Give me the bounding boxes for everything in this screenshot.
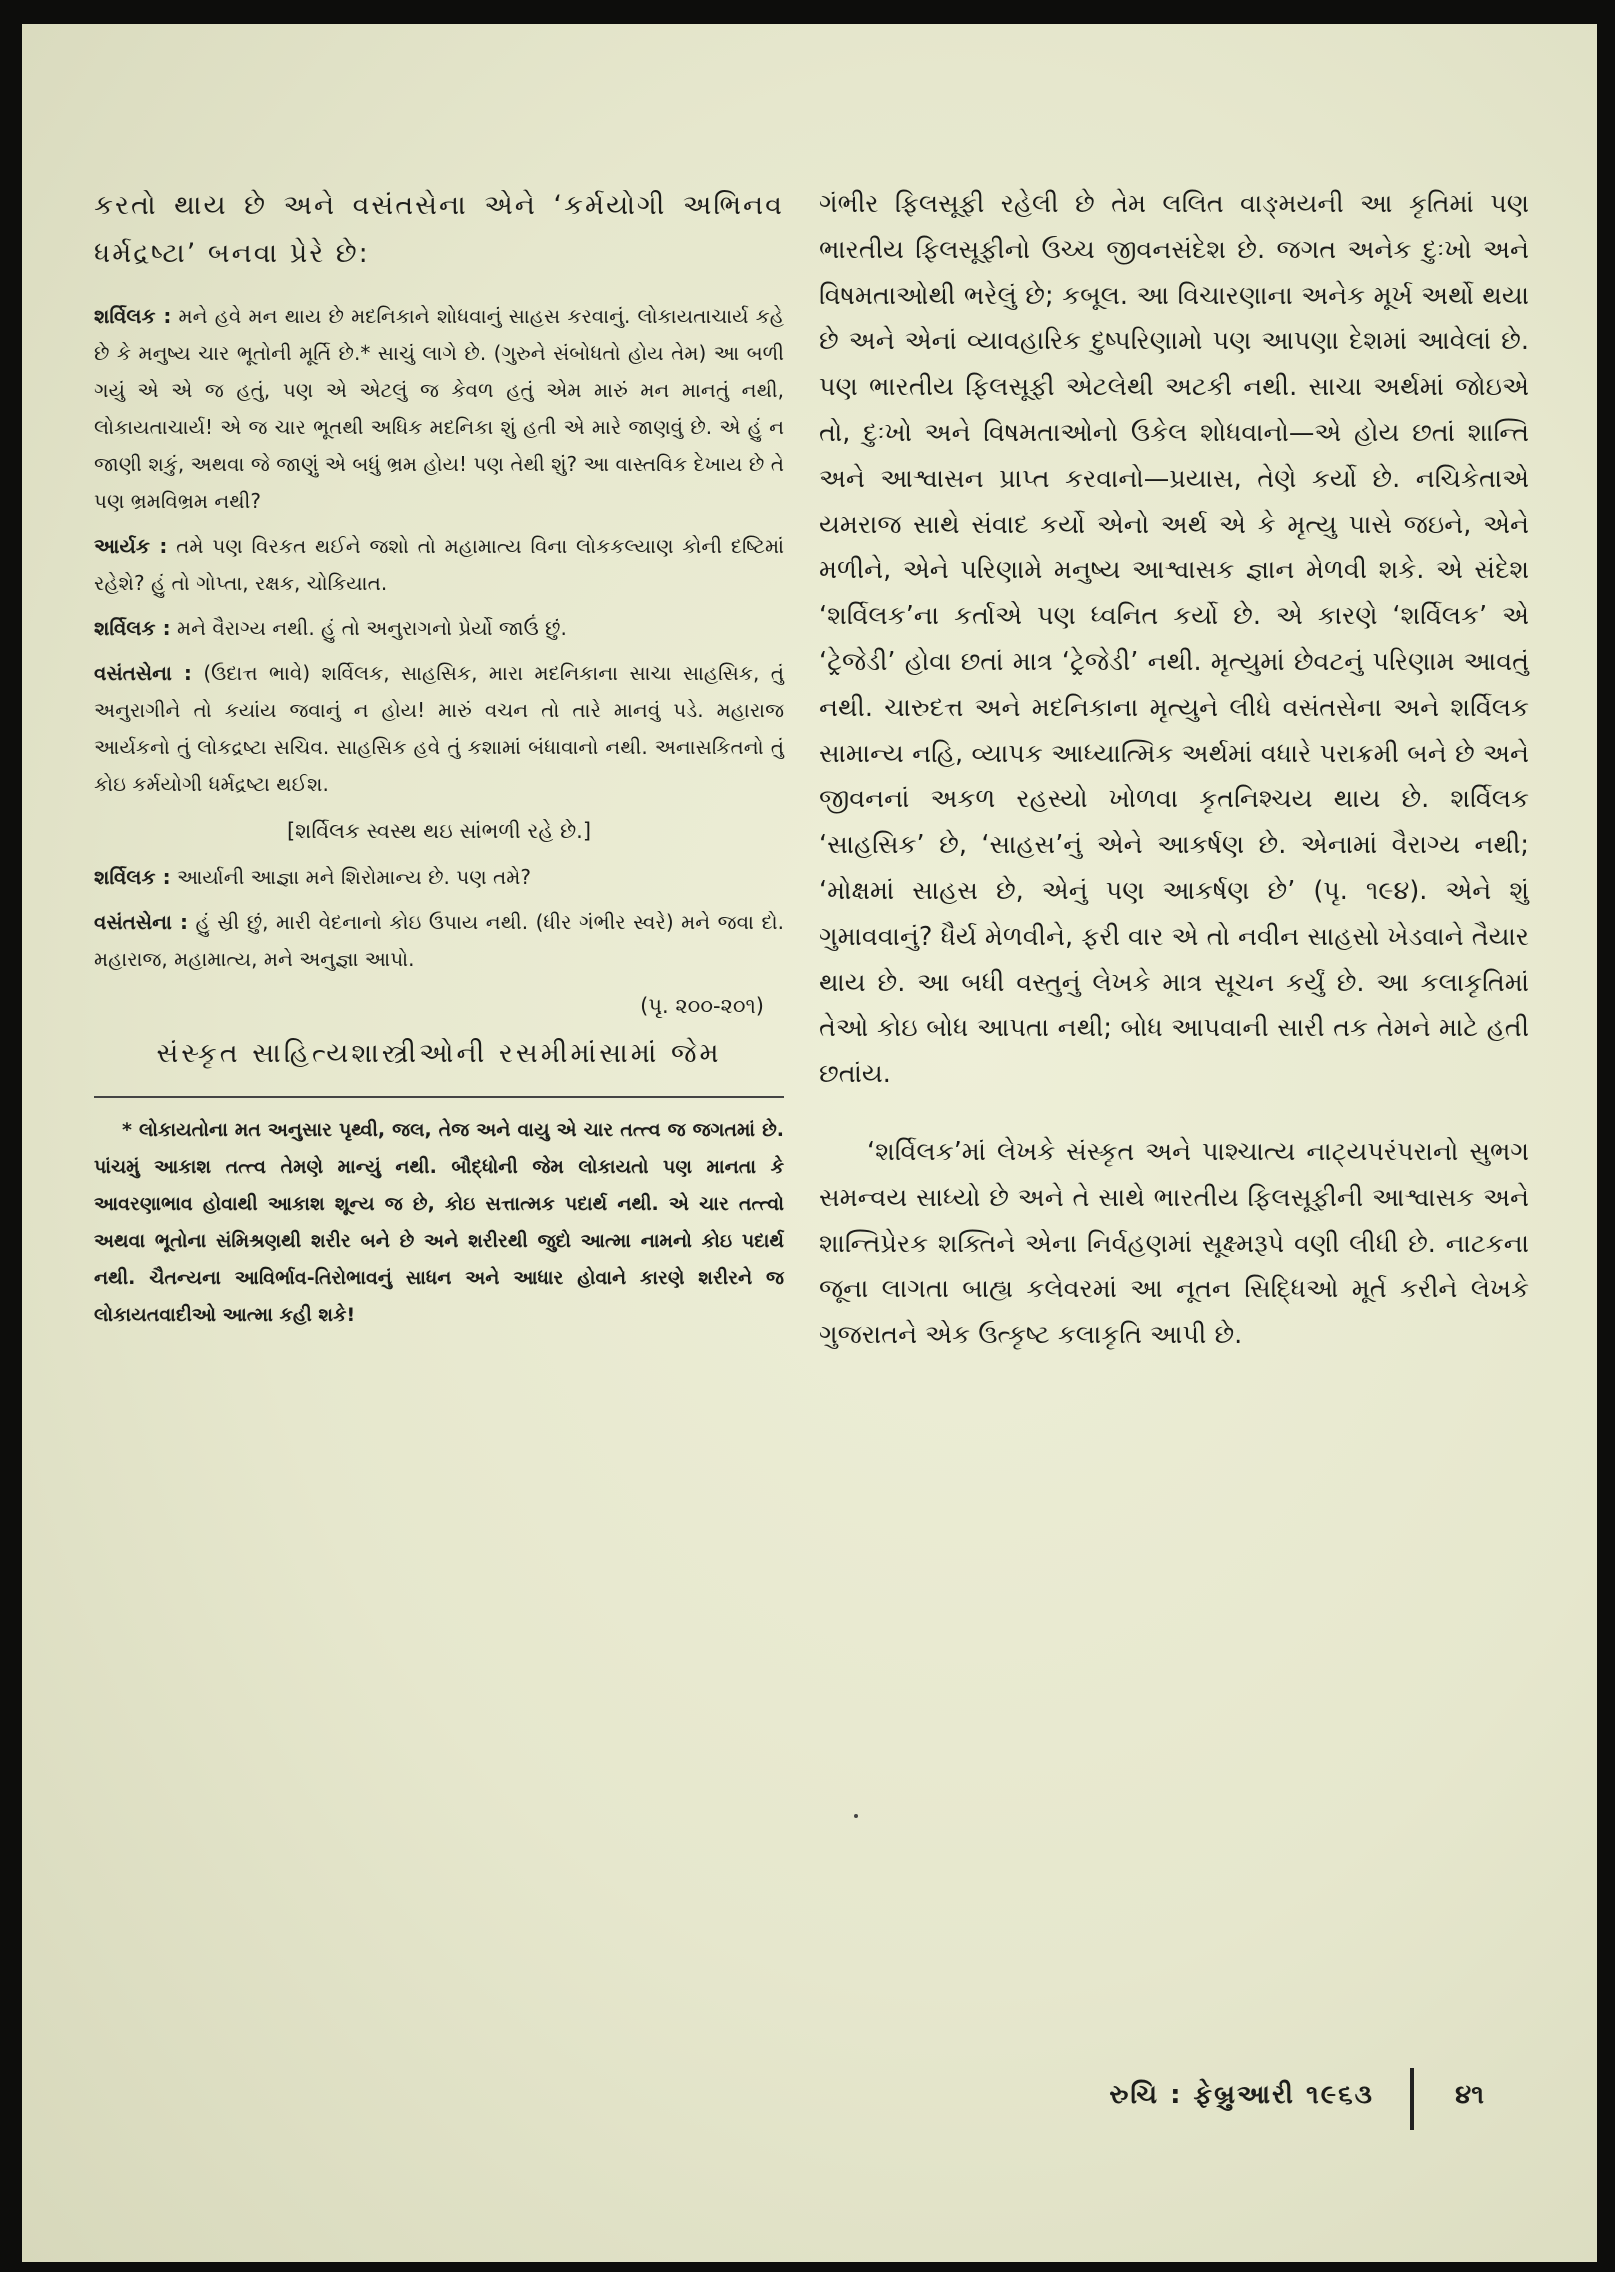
dialogue-line [94, 904, 784, 978]
page [22, 24, 1597, 2262]
journal-label: રુચિ : ફેબ્રુઆરી ૧૯૬૩ [1109, 2080, 1374, 2110]
dialogue-text: મને વૈરાગ્ય નથી. હું તો અનુરાગનો પ્રેર્યો જાઉં છું. [176, 616, 567, 640]
dialogue-line [94, 298, 784, 520]
speaker: આર્યક : [94, 534, 168, 558]
stage-direction: [શર્વિલક સ્વસ્થ થઇ સાંભળી રહે છે.] [286, 819, 592, 843]
dialogue-line [94, 610, 784, 647]
body-paragraph: ‘શર્વિલક’માં લેખકે સંસ્કૃત અને પાશ્ચાત્ય નાટ્યપરંપરાનો સુભગ સમન્વય સાધ્યો છે અને તે સાથે ભારતીય ફિલસૂફીની આશ્વાસક અને શાન્તિપ્રેરક શક્તિને એના નિર્વહણમાં સૂક્ષ્મરૂપે વણી લીધી છે. નાટકના જૂના લાગતા બાહ્ય કલેવરમાં આ નૂતન સિદ્ધિઓ મૂર્ત કરીને લેખકે ગુજરાતને એક ઉત્કૃષ્ટ કલાકૃતિ આપી છે. [819, 1136, 1529, 1351]
page-footer [1054, 2076, 1514, 2126]
dialogue-text: હું સ્રી છું, મારી વેદનાનો કોઇ ઉપાય નથી. (ધીર ગંભીર સ્વરે) મને જવા દો. મહારાજ, મહામાત્ય, મને અનુજ્ઞા આપો. [94, 910, 784, 971]
dialogue-line [94, 859, 784, 896]
body-paragraph: ગંભીર ફિલસૂફી રહેલી છે તેમ લલિત વાઙ્મયની આ કૃતિમાં પણ ભારતીય ફિલસૂફીનો ઉચ્ચ જીવનસંદેશ છે. જગત અનેક દુઃખો અને વિષમતાઓથી ભરેલું છે; કબૂલ. આ વિચારણાના અનેક મૂર્ખ અર્થો થયા છે અને એનાં વ્યાવહારિક દુષ્પરિણામો પણ આપણા દેશમાં આવેલાં છે. પણ ભારતીય ફિલસૂફી એટલેથી અટકી નથી. સાચા અર્થમાં જોઇએ તો, દુઃખો અને વિષમતાઓનો ઉકેલ શોધવાનો—એ હોય છતાં શાન્તિ અને આશ્વાસન પ્રાપ્ત કરવાનો—પ્રયાસ, તેણે કર્યો છે. નચિકેતાએ યમરાજ સાથે સંવાદ કર્યો એનો અર્થ એ કે મૃત્યુ પાસે જઇને, એને મળીને, એને પરિણામે મનુષ્ય આશ્વાસક જ્ઞાન મેળવી શકે. એ સંદેશ ‘શર્વિલક’ના કર્તાએ પણ ધ્વનિત કર્યો છે. એ કારણે ‘શર્વિલક’ એ ‘ટ્રેજેડી’ હોવા છતાં માત્ર ‘ટ્રેજેડી’ નથી. મૃત્યુમાં છેવટનું પરિણામ આવતું નથી. ચારુદત્ત અને મદનિકાના મૃત્યુને લીધે વસંતસેના અને શર્વિલક સામાન્ય નહિ, વ્યાપક આધ્યાત્મિક અર્થમાં વધારે પરાક્રમી બને છે અને જીવનનાં અકળ રહસ્યો ખોળવા કૃતનિશ્ચય થાય છે. શર્વિલક ‘સાહસિક’ છે, ‘સાહસ’નું એને આકર્ષણ છે. એનામાં વૈરાગ્ય નથી; ‘મોક્ષમાં સાહસ છે, એનું પણ આકર્ષણ છે’ (પૃ. ૧૯૪). એને શું ગુમાવવાનું? ધૈર્ય મેળવીને, ફરી વાર એ તો નવીન સાહસો ખેડવાને તૈયાર થાય છે. આ બધી વસ્તુનું લેખકે માત્ર સૂચન કર્યું છે. આ કલાકૃતિમાં તેઓ કોઇ બોધ આપતા નથી; બોધ આપવાની સારી તક તેમને માટે હતી છતાંય. [819, 189, 1529, 1090]
footer-divider [1410, 2068, 1414, 2130]
footnote-divider [94, 1096, 784, 1098]
footnote: * લોકાયતોના મત અનુસાર પૃથ્વી, જલ, તેજ અને વાયુ એ ચાર તત્ત્વ જ જગતમાં છે. પાંચમું આકાશ તત્ત્વ તેમણે માન્યું નથી. બૌદ્ધોની જેમ લોકાયતો પણ માનતા કે આવરણાભાવ હોવાથી આકાશ શૂન્ય જ છે, કોઇ સત્તાત્મક પદાર્થ નથી. એ ચાર તત્ત્વો અથવા ભૂતોના સંમિશ્રણથી શરીર બને છે અને શરીરથી જુદો આત્મા નામનો કોઇ પદાર્થ નથી. ચૈતન્યના આવિર્ભાવ-તિરોભાવનું સાધન અને આધાર હોવાને કારણે શરીરને જ લોકાયતવાદીઓ આત્મા કહી શકે! [94, 1119, 784, 1326]
speaker: વસંતસેના : [94, 910, 189, 934]
speaker: શર્વિલક : [94, 304, 172, 328]
dialogue-text: (ઉદાત્ત ભાવે) શર્વિલક, સાહસિક, મારા મદનિકાના સાચા સાહસિક, તું અનુરાગીને તો કયાંય જવાનું ન હોય! મારું વચન તો તારે માનવું પડે. મહારાજ આર્યકનો તું લોકદ્રષ્ટા સચિવ. સાહસિક હવે તું કશામાં બંધાવાનો નથી. અનાસકિતનો તું કોઇ કર્મયોગી ધર્મદ્રષ્ટા થઈશ. [94, 661, 784, 796]
closing-line: સંસ્કૃત સાહિત્યશાસ્ત્રીઓની રસમીમાંસામાં જેમ [156, 1038, 722, 1069]
page-number: ૪૧ [1455, 2080, 1484, 2110]
speaker: શર્વિલક : [94, 865, 171, 889]
intro-text: કરતો થાય છે અને વસંતસેના એને ‘કર્મયોગી અભિનવ ધર્મદ્રષ્ટા’ બનવા પ્રેરે છે: [94, 190, 784, 269]
speaker: શર્વિલક : [94, 616, 171, 640]
dialogue-text: આર્યાની આજ્ઞા મને શિરોમાન્ય છે. પણ તમે? [176, 865, 532, 889]
ink-dot [854, 1814, 858, 1818]
right-column [819, 182, 1529, 1391]
dialogue-line [94, 655, 784, 803]
dialogue-line [94, 528, 784, 602]
dialogue-text: તમે પણ વિરકત થઈને જશો તો મહામાત્ય વિના લોકકલ્યાણ કોની દષ્ટિમાં રહેશે? હું તો ગોપ્તા, રક્ષક, ચોકિયાત. [94, 534, 785, 595]
page-reference: (પૃ. ૨૦૦-૨૦૧) [640, 994, 764, 1018]
speaker: વસંતસેના : [94, 661, 192, 685]
dialogue-text: મને હવે મન થાય છે મદનિકાને શોધવાનું સાહસ કરવાનું. લોકાયતાચાર્ય કહે છે કે મનુષ્ય ચાર ભૂતોની મૂર્તિ છે.* સાચું લાગે છે. (ગુરુને સંબોધતો હોય તેમ) આ બળી ગયું એ એ જ હતું, પણ એ એટલું જ કેવળ હતું એમ મારું મન માનતું નથી, લોકાયતાચાર્ય! એ જ ચાર ભૂતથી અધિક મદનિકા શું હતી એ મારે જાણવું છે. એ હું ન જાણી શકું, અથવા જે જાણું એ બધું ભ્રમ હોય! પણ તેથી શું? આ વાસ્તવિક દેખાય છે તે પણ ભ્રમવિભ્રમ નથી? [94, 304, 785, 513]
left-column [94, 182, 784, 1334]
